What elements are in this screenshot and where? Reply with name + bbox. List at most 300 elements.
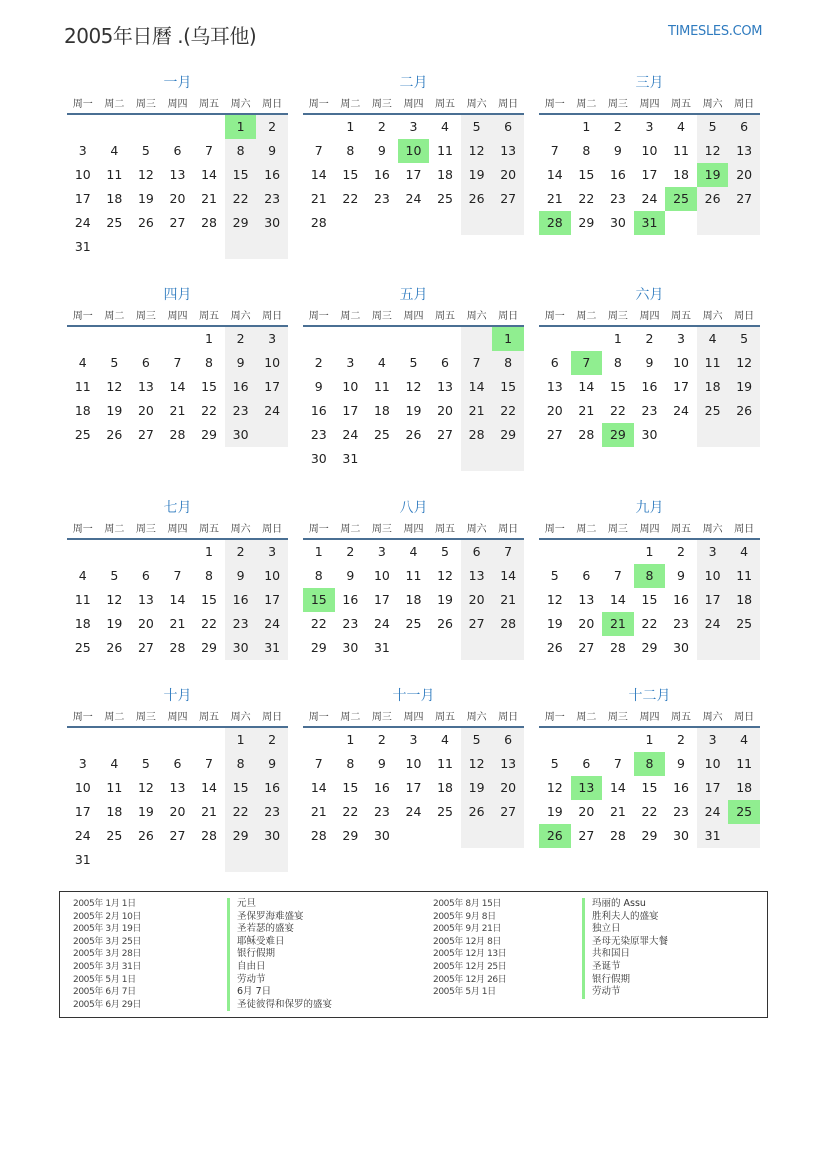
day-cell: 30	[673, 640, 689, 655]
holiday-name: 6月 7日	[227, 986, 332, 999]
empty-cell	[366, 211, 398, 235]
day-cell: 26	[546, 640, 563, 655]
day-cell: 8	[205, 355, 213, 370]
weekday-label: 周三	[135, 311, 156, 322]
day-cell: 24	[673, 403, 689, 418]
day-cell: 4	[409, 544, 418, 559]
day-cell: 10	[74, 780, 91, 795]
day-cell: 28	[609, 640, 626, 655]
day-cell: 3	[697, 540, 729, 564]
day-cell: 1	[205, 544, 213, 559]
day-cell: 19	[437, 592, 453, 607]
weekday-label: 周四	[639, 524, 660, 535]
empty-cell	[398, 327, 430, 351]
month-title: 十一月	[392, 688, 435, 704]
holiday-date: 2005年 5月 1日	[73, 974, 136, 985]
day-cell: 9	[377, 143, 386, 158]
empty-cell	[697, 636, 729, 660]
day-cell: 18	[74, 403, 91, 418]
weekday-label: 周二	[104, 524, 125, 535]
day-cell: 12	[137, 780, 154, 795]
weekday-label: 周六	[230, 311, 251, 322]
day-cell: 31	[342, 451, 359, 466]
day-cell: 7	[173, 355, 182, 370]
day-cell: 3	[677, 331, 685, 346]
month-title: 七月	[163, 500, 192, 516]
day-cell: 30	[225, 423, 257, 447]
day-cell: 30	[609, 215, 626, 230]
day-cell: 23	[225, 399, 257, 423]
day-cell: 15	[342, 167, 359, 182]
day-cell: 24	[74, 828, 91, 843]
holiday-name: 元旦	[227, 898, 332, 911]
empty-cell	[67, 728, 99, 752]
weekday-header	[539, 522, 760, 540]
holiday-name: 劳动节	[227, 974, 332, 987]
day-cell: 24	[697, 612, 729, 636]
empty-cell	[193, 115, 225, 139]
day-cell: 31	[697, 824, 729, 848]
day-cell: 24	[342, 427, 359, 442]
holiday-date: 2005年 12月 26日	[433, 974, 507, 985]
holiday-date: 2005年 3月 31日	[73, 961, 142, 972]
weekday-label: 周二	[104, 311, 125, 322]
day-cell: 18	[437, 780, 453, 795]
day-cell: 10	[697, 752, 729, 776]
weekday-label: 周五	[435, 524, 456, 535]
weekday-label: 周四	[403, 712, 424, 723]
day-cell: 22	[492, 399, 524, 423]
day-cell: 1	[582, 119, 591, 134]
day-cell: 15	[201, 379, 217, 394]
empty-cell	[67, 327, 99, 351]
weekday-label: 周一	[308, 524, 329, 535]
day-cell: 3	[346, 355, 355, 370]
weekday-label: 周日	[734, 712, 755, 723]
month-calendar	[539, 285, 760, 447]
day-cell: 9	[677, 568, 685, 583]
day-cell: 16	[256, 776, 288, 800]
empty-cell	[99, 848, 131, 872]
day-cell: 19	[106, 403, 123, 418]
weekday-label: 周二	[340, 99, 361, 110]
empty-cell	[130, 115, 162, 139]
day-cell: 13	[571, 776, 603, 800]
day-cell: 14	[201, 780, 217, 795]
holiday-date: 2005年 12月 13日	[433, 949, 507, 960]
day-cell: 8	[225, 139, 257, 163]
day-cell: 31	[634, 211, 666, 235]
day-cell: 19	[461, 776, 493, 800]
empty-cell	[335, 327, 367, 351]
day-cell: 27	[169, 215, 186, 230]
day-cell: 20	[169, 804, 186, 819]
holiday-name: 银行假期	[227, 948, 332, 961]
weekday-header	[539, 309, 760, 327]
day-cell: 14	[461, 375, 493, 399]
day-cell: 10	[398, 139, 430, 163]
site-link[interactable]: TIMESLES.COM	[668, 24, 763, 39]
day-cell: 15	[641, 592, 658, 607]
day-cell: 2	[256, 728, 288, 752]
day-cell: 21	[602, 612, 634, 636]
day-cell: 16	[641, 379, 658, 394]
day-cell: 23	[256, 187, 288, 211]
empty-cell	[303, 115, 335, 139]
empty-cell	[429, 327, 461, 351]
empty-cell	[539, 540, 571, 564]
day-cell: 26	[106, 427, 123, 442]
weekday-label: 周三	[371, 524, 392, 535]
holiday-date: 2005年 6月 7日	[73, 987, 136, 998]
day-cell: 11	[437, 143, 453, 158]
day-cell: 10	[74, 167, 91, 182]
day-cell: 13	[492, 752, 524, 776]
day-cell: 20	[492, 163, 524, 187]
day-cell: 24	[405, 804, 422, 819]
day-cell: 14	[310, 167, 327, 182]
empty-cell	[256, 848, 288, 872]
empty-cell	[303, 327, 335, 351]
holiday-name: 共和国日	[582, 948, 668, 961]
day-cell: 7	[314, 756, 323, 771]
day-cell: 21	[169, 403, 186, 418]
weekday-label: 周四	[167, 99, 188, 110]
day-cell: 17	[641, 167, 658, 182]
weekday-label: 周三	[135, 524, 156, 535]
day-cell: 10	[256, 564, 288, 588]
empty-cell	[366, 447, 398, 471]
day-grid	[303, 540, 524, 660]
day-cell: 30	[310, 451, 327, 466]
empty-cell	[461, 636, 493, 660]
empty-cell	[335, 211, 367, 235]
weekday-label: 周六	[230, 99, 251, 110]
empty-cell	[398, 211, 430, 235]
day-cell: 14	[492, 564, 524, 588]
day-cell: 11	[74, 379, 91, 394]
day-cell: 13	[169, 780, 186, 795]
weekday-label: 周日	[262, 311, 283, 322]
day-cell: 23	[342, 616, 359, 631]
day-cell: 31	[74, 239, 91, 254]
day-cell: 28	[201, 828, 217, 843]
day-cell: 8	[346, 756, 355, 771]
day-cell: 1	[314, 544, 323, 559]
day-cell: 24	[373, 616, 390, 631]
empty-cell	[429, 636, 461, 660]
day-cell: 17	[405, 167, 422, 182]
weekday-label: 周五	[671, 524, 692, 535]
day-cell: 20	[437, 403, 453, 418]
weekday-label: 周一	[544, 712, 565, 723]
weekday-label: 周五	[671, 311, 692, 322]
empty-cell	[539, 115, 571, 139]
day-cell: 25	[74, 640, 91, 655]
day-cell: 24	[256, 612, 288, 636]
day-cell: 24	[74, 215, 91, 230]
day-cell: 25	[437, 804, 453, 819]
day-cell: 4	[110, 756, 119, 771]
day-cell: 16	[256, 163, 288, 187]
empty-cell	[398, 447, 430, 471]
weekday-label: 周日	[734, 524, 755, 535]
weekday-label: 周三	[135, 712, 156, 723]
month-title: 八月	[399, 500, 428, 516]
empty-cell	[665, 423, 697, 447]
day-cell: 6	[492, 728, 524, 752]
day-cell: 1	[225, 115, 257, 139]
empty-cell	[303, 728, 335, 752]
day-cell: 25	[728, 612, 760, 636]
day-cell: 22	[342, 191, 359, 206]
day-cell: 16	[342, 592, 359, 607]
day-cell: 23	[373, 804, 390, 819]
day-cell: 22	[609, 403, 626, 418]
day-cell: 11	[728, 752, 760, 776]
day-cell: 10	[641, 143, 658, 158]
day-cell: 18	[673, 167, 689, 182]
day-cell: 9	[256, 752, 288, 776]
day-cell: 14	[201, 167, 217, 182]
day-cell: 29	[225, 211, 257, 235]
day-cell: 10	[697, 564, 729, 588]
day-cell: 22	[641, 616, 658, 631]
day-cell: 11	[405, 568, 422, 583]
day-cell: 1	[346, 732, 355, 747]
month-title: 六月	[635, 287, 664, 303]
day-cell: 23	[673, 616, 689, 631]
day-cell: 13	[546, 379, 563, 394]
empty-cell	[193, 728, 225, 752]
day-cell: 25	[405, 616, 422, 631]
empty-cell	[225, 235, 257, 259]
holidays-list	[59, 891, 768, 1018]
holiday-name: 劳动节	[582, 986, 668, 999]
weekday-label: 周四	[639, 311, 660, 322]
empty-cell	[67, 540, 99, 564]
day-cell: 25	[373, 427, 390, 442]
page-title: 2005年日曆 .(乌耳他)	[64, 24, 257, 48]
empty-cell	[162, 327, 194, 351]
day-cell: 20	[492, 776, 524, 800]
day-cell: 22	[578, 191, 595, 206]
day-cell: 4	[110, 143, 119, 158]
day-cell: 9	[346, 568, 355, 583]
holiday-date: 2005年 3月 28日	[73, 949, 142, 960]
weekday-label: 周四	[167, 311, 188, 322]
weekday-label: 周五	[671, 712, 692, 723]
weekday-label: 周三	[607, 99, 628, 110]
day-cell: 7	[571, 351, 603, 375]
day-cell: 27	[137, 640, 154, 655]
day-grid	[67, 728, 288, 872]
month-title: 九月	[635, 500, 664, 516]
day-cell: 20	[578, 804, 595, 819]
weekday-label: 周四	[403, 524, 424, 535]
day-cell: 12	[546, 780, 563, 795]
day-cell: 7	[550, 143, 559, 158]
weekday-label: 周日	[734, 311, 755, 322]
day-cell: 18	[437, 167, 453, 182]
day-cell: 27	[546, 427, 563, 442]
month-calendar	[67, 498, 288, 660]
day-cell: 8	[205, 568, 213, 583]
month-calendar	[303, 285, 524, 471]
weekday-label: 周日	[498, 712, 519, 723]
day-cell: 5	[728, 327, 760, 351]
weekday-label: 周三	[371, 712, 392, 723]
day-cell: 29	[578, 215, 595, 230]
weekday-label: 周一	[72, 712, 93, 723]
day-cell: 23	[225, 612, 257, 636]
weekday-header	[303, 97, 524, 115]
month-title: 十二月	[628, 688, 671, 704]
weekday-header	[303, 710, 524, 728]
day-cell: 4	[441, 119, 449, 134]
empty-cell	[67, 115, 99, 139]
day-cell: 3	[409, 732, 418, 747]
empty-cell	[162, 728, 194, 752]
weekday-header	[539, 710, 760, 728]
day-cell: 28	[310, 828, 327, 843]
day-cell: 29	[492, 423, 524, 447]
month-calendar	[539, 73, 760, 235]
day-cell: 14	[169, 379, 186, 394]
holiday-name: 圣诞节	[582, 961, 668, 974]
day-cell: 13	[492, 139, 524, 163]
day-cell: 12	[137, 167, 154, 182]
weekday-header	[539, 97, 760, 115]
holiday-date: 2005年 8月 15日	[433, 899, 502, 909]
day-cell: 2	[225, 540, 257, 564]
weekday-header	[303, 522, 524, 540]
day-cell: 7	[205, 756, 213, 771]
month-calendar	[539, 498, 760, 660]
day-cell: 13	[578, 592, 595, 607]
day-cell: 21	[201, 191, 217, 206]
empty-cell	[728, 211, 760, 235]
day-cell: 8	[634, 564, 666, 588]
day-cell: 29	[225, 824, 257, 848]
holiday-name: 玛丽的 Assu	[582, 898, 668, 911]
holiday-date: 2005年 9月 8日	[433, 911, 496, 922]
day-cell: 9	[377, 756, 386, 771]
day-cell: 29	[602, 423, 634, 447]
day-cell: 1	[613, 331, 622, 346]
holiday-name: 独立日	[582, 923, 668, 936]
day-cell: 11	[697, 351, 729, 375]
holiday-date: 2005年 9月 21日	[433, 924, 502, 935]
day-cell: 18	[74, 616, 91, 631]
day-cell: 17	[405, 780, 422, 795]
day-cell: 8	[225, 752, 257, 776]
day-cell: 2	[613, 119, 622, 134]
day-cell: 17	[673, 379, 689, 394]
empty-cell	[461, 327, 493, 351]
day-cell: 16	[373, 780, 390, 795]
day-cell: 9	[677, 756, 685, 771]
holiday-name: 圣徒彼得和保罗的盛宴	[227, 999, 332, 1012]
weekday-label: 周五	[435, 311, 456, 322]
day-cell: 2	[677, 732, 685, 747]
day-cell: 17	[697, 588, 729, 612]
empty-cell	[130, 848, 162, 872]
day-cell: 24	[256, 399, 288, 423]
day-cell: 19	[546, 804, 563, 819]
day-cell: 4	[728, 540, 760, 564]
weekday-label: 周一	[72, 311, 93, 322]
day-cell: 7	[492, 540, 524, 564]
day-cell: 12	[437, 568, 453, 583]
day-cell: 14	[310, 780, 327, 795]
day-grid	[67, 327, 288, 447]
day-cell: 26	[461, 800, 493, 824]
day-cell: 26	[437, 616, 453, 631]
day-cell: 21	[578, 403, 595, 418]
day-cell: 12	[728, 351, 760, 375]
day-cell: 12	[405, 379, 422, 394]
day-cell: 21	[492, 588, 524, 612]
day-cell: 20	[137, 403, 154, 418]
day-cell: 5	[697, 115, 729, 139]
empty-cell	[728, 423, 760, 447]
weekday-label: 周三	[607, 311, 628, 322]
day-cell: 24	[697, 800, 729, 824]
day-cell: 20	[546, 403, 563, 418]
day-cell: 28	[539, 211, 571, 235]
day-cell: 2	[645, 331, 654, 346]
empty-cell	[193, 235, 225, 259]
day-cell: 27	[169, 828, 186, 843]
day-cell: 24	[405, 191, 422, 206]
weekday-label: 周四	[639, 712, 660, 723]
weekday-label: 周六	[702, 311, 723, 322]
day-cell: 2	[225, 327, 257, 351]
day-cell: 3	[78, 756, 87, 771]
holiday-date: 2005年 3月 19日	[73, 924, 142, 935]
day-cell: 12	[106, 379, 123, 394]
empty-cell	[728, 636, 760, 660]
weekday-label: 周三	[135, 99, 156, 110]
day-cell: 1	[645, 544, 654, 559]
day-grid	[539, 327, 760, 447]
day-cell: 26	[106, 640, 123, 655]
day-cell: 5	[461, 115, 493, 139]
empty-cell	[429, 211, 461, 235]
weekday-label: 周一	[308, 712, 329, 723]
day-cell: 6	[492, 115, 524, 139]
empty-cell	[99, 728, 131, 752]
day-cell: 19	[137, 191, 154, 206]
day-cell: 20	[728, 163, 760, 187]
weekday-label: 周三	[607, 712, 628, 723]
day-cell: 3	[409, 119, 418, 134]
day-grid	[539, 728, 760, 848]
day-cell: 28	[201, 215, 217, 230]
day-cell: 23	[673, 804, 689, 819]
weekday-label: 周二	[576, 524, 597, 535]
day-cell: 10	[373, 568, 390, 583]
empty-cell	[162, 848, 194, 872]
day-cell: 28	[609, 828, 626, 843]
day-cell: 22	[342, 804, 359, 819]
empty-cell	[429, 447, 461, 471]
day-cell: 2	[346, 544, 355, 559]
day-cell: 2	[377, 119, 386, 134]
day-grid	[539, 540, 760, 660]
weekday-label: 周一	[308, 99, 329, 110]
